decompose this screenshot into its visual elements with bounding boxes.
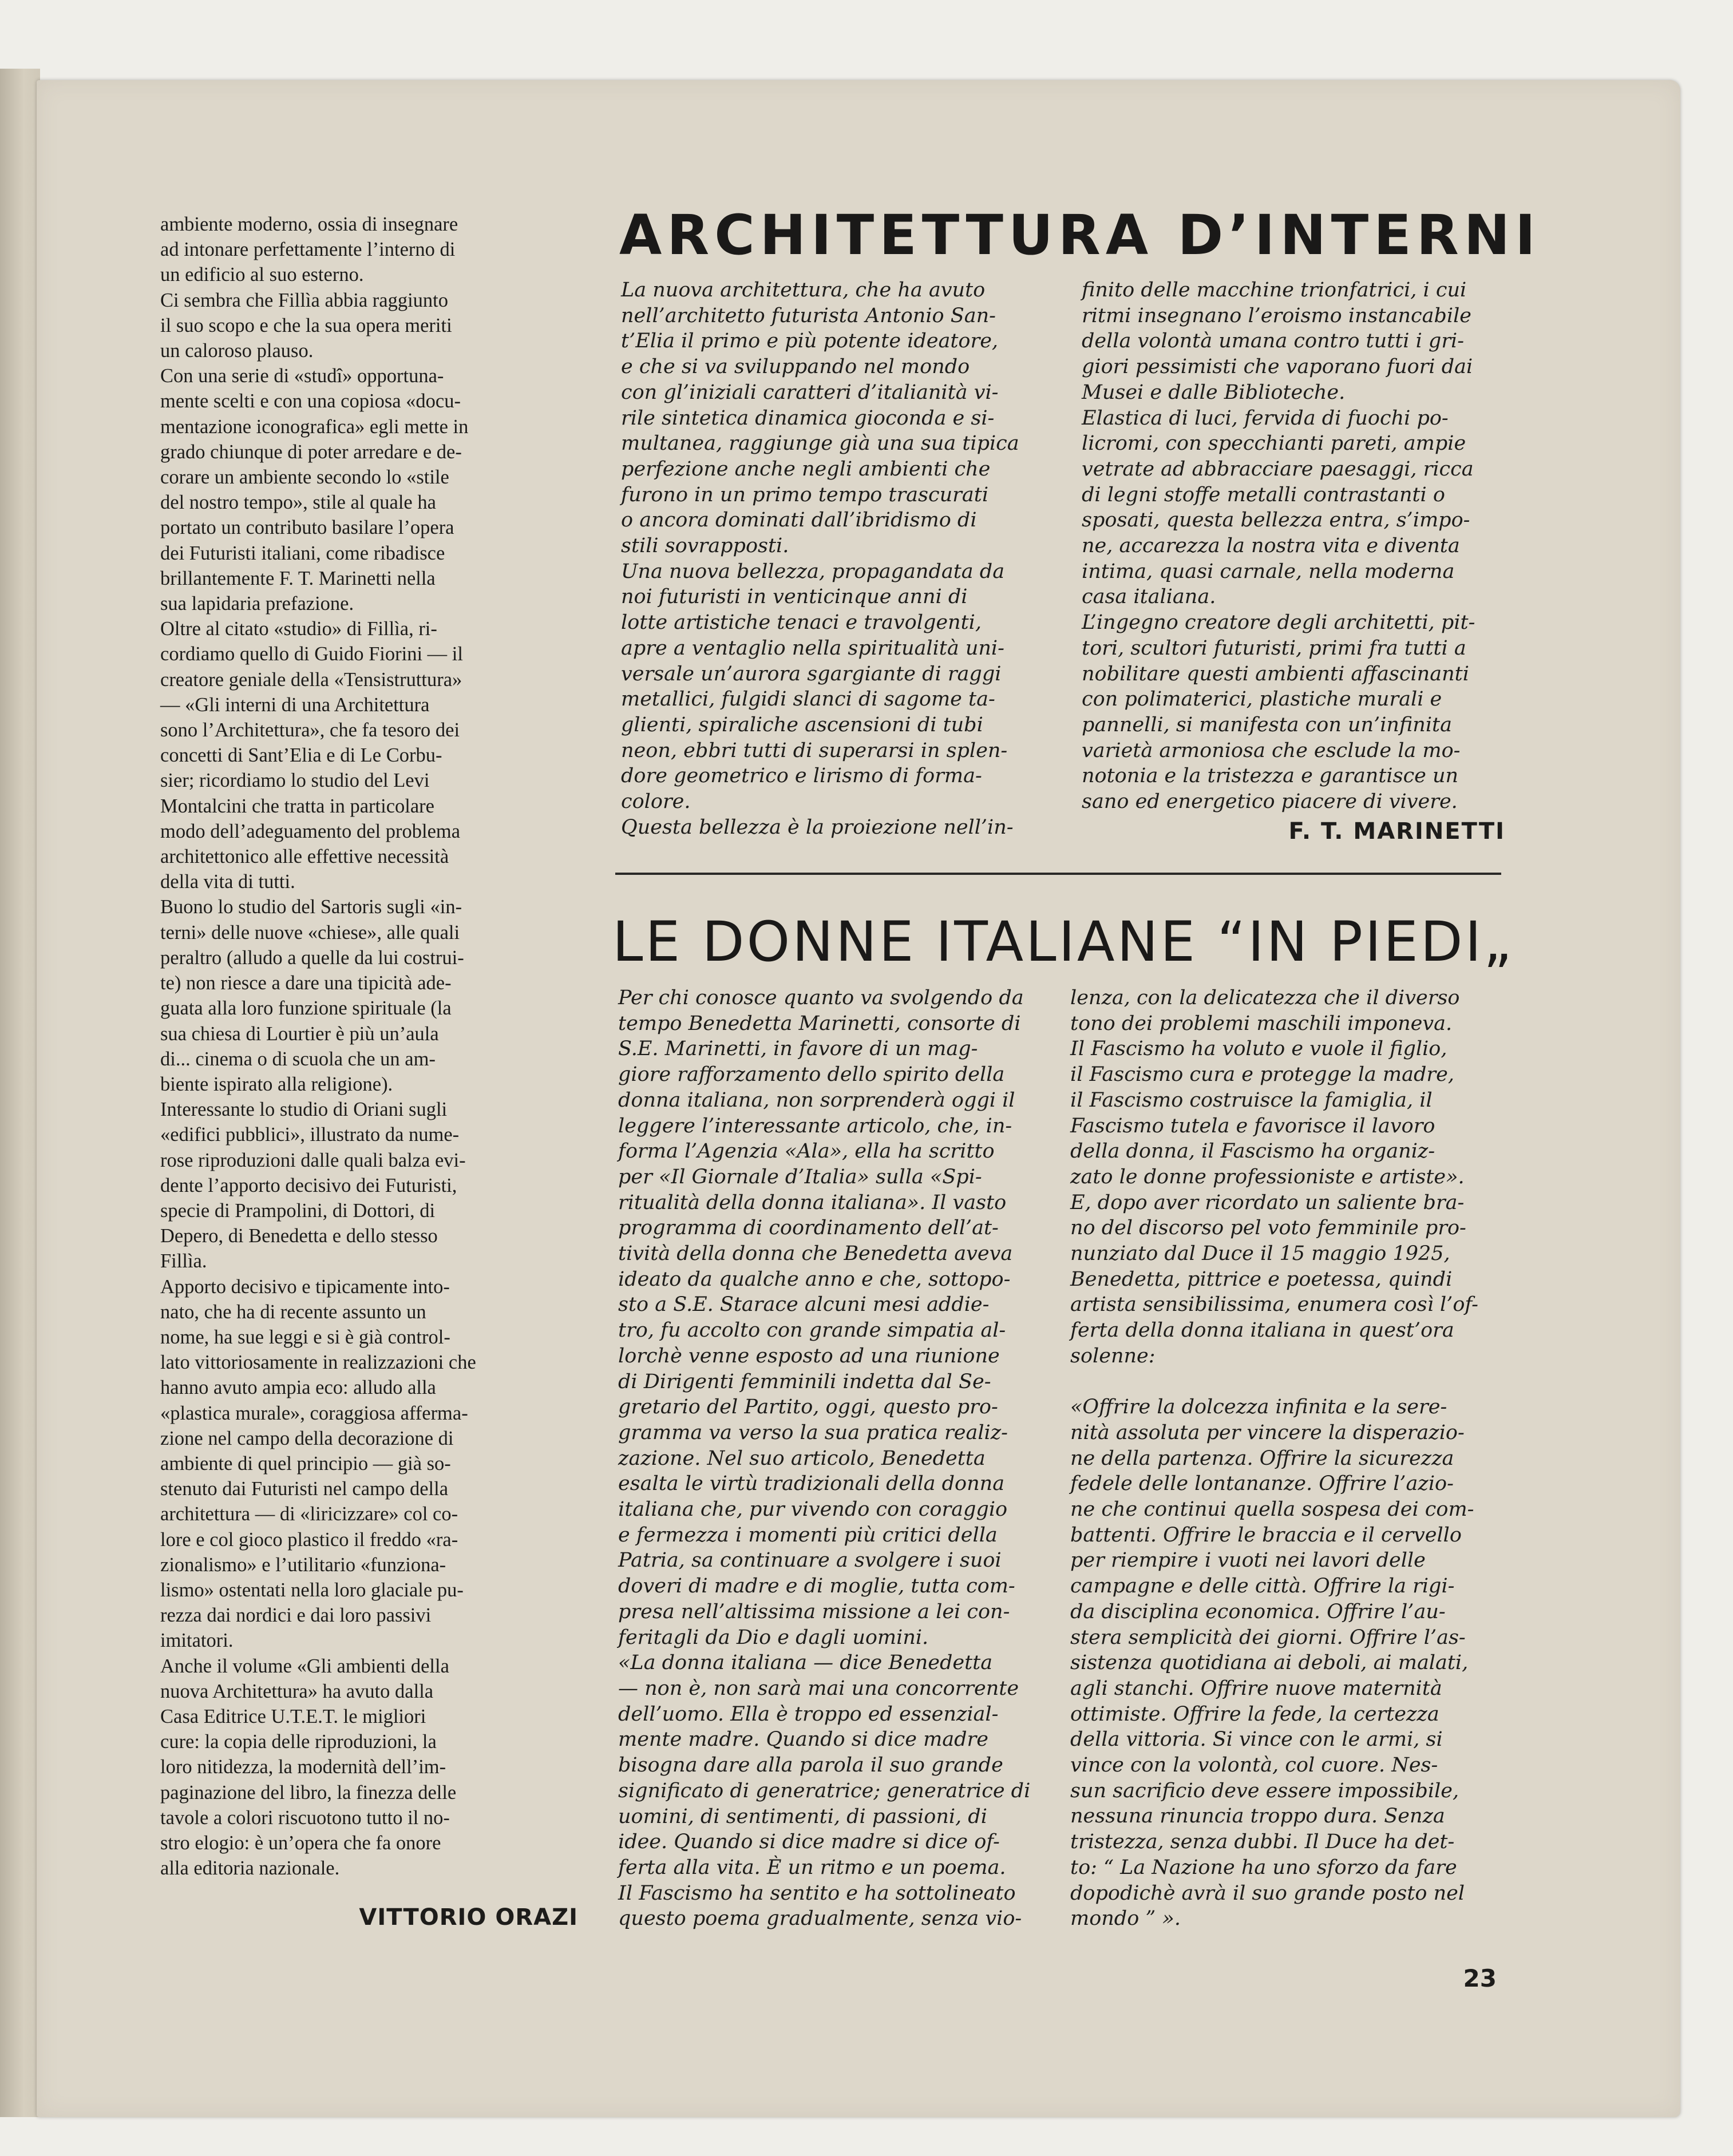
article1-paragraph: Questa bellezza è la proiezione nell’in- (621, 815, 1014, 839)
left-review-column (160, 212, 587, 1881)
article2-paragraph: «Offrire la dolcezza infinita e la sere- nità assoluta per vincere la disperazio- ne della partenza. Offrire la sicurezza fedele delle lontananze. Offrire l’azio- ne che continui quella sospesa dei com- battenti. Offrire le braccia e il cervello per riempire i vuoti nei lavori delle campagne e delle città. Offrire la rigi- da disciplina economica. Offrire l’au- stera semplicità dei giorni. Offrire l’as- sistenza quotidiana ai deboli, ai malati, agli stanchi. Offrire nuove maternità ottimiste. Offrire la fede, la certezza della vittoria. Si vince con le armi, si vince con la volontà, col cuore. Nes- sun sacrificio deve essere impossibile, nessuna rinuncia troppo dura. Senza tristezza, senza dubbi. Il Duce ha det- to: “ La Nazione ha uno sforzo da fare dopodichè avrà il suo grande posto nel mondo ” ». (1070, 1396, 1474, 1931)
left-paragraph: ambiente moderno, ossia di insegnare ad intonare perfettamente l’interno di un edificio al suo esterno. (160, 213, 458, 286)
left-paragraph: Anche il volume «Gli ambienti della nuova Architettura» ha avuto dalla Casa Editrice U.T.E.T. le migliori cure: la copia delle riproduzioni, la loro nitidezza, la modernità dell’im- paginazione del libro, la finezza delle tavole a colori riscuotono tutto il no- stro elogio: è un’opera che fa onore alla editoria nazionale. (160, 1655, 457, 1880)
article2-column-1 (618, 985, 1044, 1932)
article1-title: ARCHITETTURA D’INTERNI (619, 203, 1541, 267)
article2-paragraph: Per chi conosce quanto va svolgendo da tempo Benedetta Marinetti, consorte di S.E. Marinetti, in favore di un mag- giore rafforzamento dello spirito della donna italiana, non sorprenderà oggi il leggere l’interessante articolo, che, in- forma l’Agenzia «Ala», ella ha scritto per «Il Giornale d’Italia» sulla «Spi- ritualità della donna italiana». Il vasto programma di coordinamento dell’at- tività della donna che Benedetta aveva ideato da qualche anno e che, sottopo- sto a S.E. Starace alcuni mesi addie- tro, fu accolto con grande simpatia al- lorchè venne esposto ad una riunione di Dirigenti femminili indetta dal Se- gretario del Partito, oggi, questo pro- gramma va verso la sua pratica realiz- zazione. Nel suo articolo, Benedetta esalta le virtù tradizionali della donna italiana che, pur vivendo con coraggio e fermezza i momenti più critici della Patria, sa continuare a svolgere i suoi doveri di madre e di moglie, tutta com- presa nell’altissima missione a lei con- feritagli da Dio e dagli uomini. (618, 986, 1024, 1649)
left-paragraph: Apporto decisivo e tipicamente into- nato, che ha di recente assunto un nome, ha sue leggi e si è già control- lato vittoriosamente in realizzazioni che hanno avuto ampia eco: alludo alla «plastica murale», coraggiosa afferma- zione nel campo della decorazione di ambiente di quel principio — già so- stenuto dai Futuristi nel campo della architettura — di «liricizzare» col co- lore e col gioco plastico il freddo «ra- zionalismo» e l’utilitario «funziona- lismo» ostentati nella loro glaciale pu- rezza dai nordici e dai loro passivi imitatori. (160, 1275, 476, 1652)
article1-column-1 (621, 278, 1050, 840)
section-divider (615, 873, 1501, 875)
facing-page-edge (0, 69, 40, 2117)
article2-paragraph: «La donna italiana — dice Benedetta — non è, non sarà mai una concorrente dell’uomo. Ella è troppo ed essenzial- mente madre. Quando si dice madre bisogna dare alla parola il suo grande significato di generatrice; generatrice di uomini, di sentimenti, di passioni, di idee. Quando si dice madre si dice of- ferta alla vita. È un ritmo e un poema. Il Fascismo ha sentito e ha sottolineato questo poema gradualmente, senza vio- (618, 1651, 1031, 1931)
article1-paragraph: Elastica di luci, fervida di fuochi po- licromi, con specchianti pareti, ampie vetrate ad abbracciare paesaggi, ricca di legni stoffe metalli contrastanti o sposati, questa bellezza entra, s’impo- ne, accarezza la nostra vita e diventa intima, quasi carnale, nella moderna casa italiana. (1082, 406, 1474, 609)
left-paragraph: Interessante lo studio di Oriani sugli «edifici pubblici», illustrato da nume- rose riproduzioni dalle quali balza evi- dente l’apporto decisivo dei Futuristi, specie di Prampolini, di Dottori, di Depero, di Benedetta e dello stesso Fillìa. (160, 1099, 466, 1273)
article1-paragraph: Una nuova bellezza, propagandata da noi futuristi in venticinque anni di lotte artistiche tenaci e travolgenti, apre a ventaglio nella spiritualità uni- versale un’aurora sgargiante di raggi metallici, fulgidi slanci di sagome ta- glienti, spiraliche ascensioni di tubi neon, ebbri tutti di superarsi in splen- dore geometrico e lirismo di forma- colore. (621, 560, 1008, 814)
page-number: 23 (1463, 1964, 1497, 1992)
left-paragraph: Con una serie di «studî» opportuna- mente scelti e con una copiosa «docu- mentazione iconografica» egli mette in grado chiunque di poter arredare e de- corare un ambiente secondo lo «stile del nostro tempo», stile al quale ha portato un contributo basilare l’opera dei Futuristi italiani, come ribadisce brillantemente F. T. Marinetti nella sua lapidaria prefazione. (160, 365, 469, 615)
article1-paragraph: finito delle macchine trionfatrici, i cui ritmi insegnano l’eroismo instancabile della volontà umana contro tutti i gri- giori pessimisti che vaporano fuori dai Musei e dalle Biblioteche. (1082, 279, 1473, 404)
article1-column-2 (1082, 278, 1508, 815)
left-paragraph: Oltre al citato «studio» di Fillìa, ri- cordiamo quello di Guido Fiorini — il creatore geniale della «Tensistruttura» — «Gli interni di una Architettura sono l’Architettura», che fa tesoro dei concetti di Sant’Elia e di Le Corbu- sier; ricordiamo lo studio del Levi Montalcini che tratta in particolare modo dell’adeguamento del problema architettonico alle effettive necessità della vita di tutti. (160, 618, 463, 893)
left-paragraph: Ci sembra che Fillìa abbia raggiunto il suo scopo e che la sua opera meriti un caloroso plauso. (160, 289, 452, 362)
article2-paragraph: lenza, con la delicatezza che il diverso tono dei problemi maschili imponeva. Il Fascismo ha voluto e vuole il figlio, il Fascismo cura e protegge la madre, il Fascismo costruisce la famiglia, il Fascismo tutela e favorisce il lavoro della donna, il Fascismo ha organiz- zato le donne professioniste e artiste». E, dopo aver ricordato un saliente bra- no del discorso pel voto femminile pro- nunziato dal Duce il 15 maggio 1925, Benedetta, pittrice e poetessa, quindi artista sensibilissima, enumera così l’of- ferta della donna italiana in quest’ora solenne: (1070, 986, 1478, 1368)
left-column-signature: VITTORIO ORAZI (359, 1904, 578, 1931)
left-paragraph: Buono lo studio del Sartoris sugli «in- terni» delle nuove «chiese», alle quali peraltro (alludo a quelle da lui costrui- te) non riesce a dare una tipicità ade- guata alla loro funzione spirituale (la sua chiesa di Lourtier è più un’aula di... cinema o di scuola che un am- biente ispirato alla religione). (160, 896, 464, 1095)
article1-paragraph: La nuova architettura, che ha avuto nell’architetto futurista Antonio San- t’Elia il primo e più potente ideatore, e che si va sviluppando nel mondo con gl’iniziali caratteri d’italianità vi- rile sintetica dinamica gioconda e si- multanea, raggiunge già una sua tipica perfezione anche negli ambienti che furono in un primo tempo trascurati o ancora dominati dall’ibridismo di stili sovrapposti. (621, 279, 1019, 558)
article1-signature: F. T. MARINETTI (1288, 818, 1505, 845)
article1-paragraph: L’ingegno creatore degli architetti, pit- tori, scultori futuristi, primi fra tutti a nobilitare questi ambienti affascinanti con polimaterici, plastiche murali e pannelli, si manifesta con un’infinita varietà armoniosa che esclude la mo- notonia e la tristezza e garantisce un sano ed energetico piacere di vivere. (1082, 611, 1475, 814)
article2-title: LE DONNE ITALIANE “IN PIEDI„ (612, 910, 1514, 974)
article2-column-2 (1070, 985, 1498, 1932)
